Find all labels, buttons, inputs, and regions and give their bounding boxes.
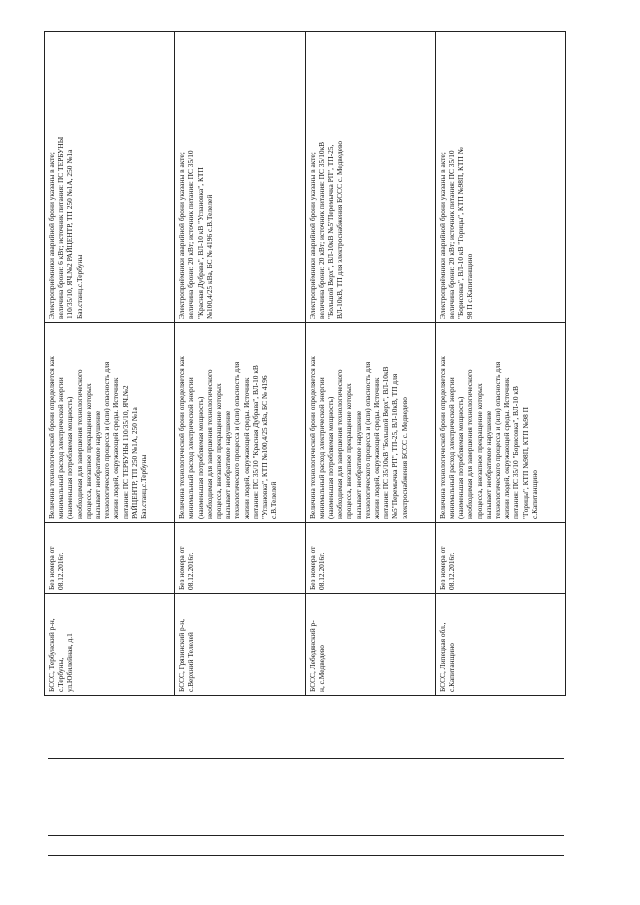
cell-description-line: минимальный расход электрической энергии <box>56 377 66 519</box>
cell-description-line: Баз.станц.с.Тербуны <box>139 454 149 519</box>
cell-description-line: жизни людей, окружающей среды. Источник <box>371 377 381 519</box>
cell-object <box>45 594 175 696</box>
cell-emergency-line: №100,4/25 кВа, БС № 4196 с.В.Телелей <box>204 194 214 319</box>
cell-emergency-line: величина брони: 6 кВт; источник питания: ПС ТЕРБУНЫ <box>56 136 66 319</box>
cell-description-line: минимальный расход электрической энергии <box>316 377 326 519</box>
cell-description-line: технологического процесса и (или) опасность для <box>232 361 242 519</box>
cell-document <box>305 523 435 594</box>
cell-emergency <box>175 32 305 323</box>
cell-object-line: БССС, Тербунский р-н, <box>47 618 56 692</box>
cell-description-line: процесса, внезапное прекращение которых <box>214 383 224 519</box>
cell-object-line: БССС, Липецкая обл., <box>437 622 447 692</box>
cell-description-line: процесса, внезапное прекращение которых <box>474 383 484 519</box>
cell-object-line: ул.Юбилейная, д.1 <box>65 633 75 692</box>
cell-emergency-line: 98 П с.Капитанщино <box>465 253 475 319</box>
cell-description-line: необходимая для завершения технологического <box>465 369 475 519</box>
cell-object <box>305 594 435 696</box>
rotated-page-content <box>44 60 566 696</box>
cell-emergency-line: Электроприёмники аварийной брони указаны в акте; <box>177 152 187 319</box>
cell-emergency-line: величина брони: 20 кВт; источник питания: ПС 35/10 <box>186 150 196 319</box>
cell-description-line: "Углановка", КТП №100,4/25 кВа, БС № 4196 <box>260 375 270 519</box>
cell-emergency-line: "Большой Верх", ВЛ-10кВ №5"Перемычка РП", ТП-25, <box>325 144 335 319</box>
cell-description-line: (наименьшая потребляемая мощность) <box>456 396 466 519</box>
cell-emergency-line: Электроприёмники аварийной брони указаны в акте; <box>307 152 317 319</box>
cell-description-line: процесса, внезапное прекращение которых <box>83 383 93 519</box>
cell-description-line: №5"Перемычка РП", ТП-25, ВЛ-10кВ, ТП для <box>390 373 400 519</box>
cell-document-line: 08.12.2016г. <box>316 552 326 590</box>
cell-description-line: необходимая для завершения технологического <box>204 369 214 519</box>
cell-emergency <box>305 32 435 323</box>
cell-emergency-line: величина брони: 20 кВт; источник питания: ПС 35/10кВ <box>316 141 326 319</box>
page-rule-3 <box>48 855 564 856</box>
cell-document-line: 08.12.2016г. <box>446 552 456 590</box>
cell-document <box>435 523 565 594</box>
cell-description <box>305 323 435 523</box>
cell-emergency-line: Электроприёмники аварийной брони указаны в акте; <box>437 152 447 319</box>
cell-emergency-line: ВЛ-10кВ, ТП для электроснабжения БССС с. Медведево <box>335 140 345 319</box>
cell-emergency-line: "Борисовка", ВЛ-10 кВ "Горицы", КТП №98П, КТП № <box>456 147 466 319</box>
page-rule-1 <box>48 758 564 759</box>
cell-description-line: вызывает необратимое нарушение <box>483 410 493 519</box>
cell-description-line: жизни людей, окружающей среды. Источник <box>241 377 251 519</box>
cell-emergency-line: Баз.станц.с.Тербуны <box>74 254 84 319</box>
cell-emergency-line: "Красная Дубрава", ВЛ-10 кВ "Углановка", КТП <box>195 167 205 319</box>
cell-description-line: питания: ПС 35/10кВ "Большой Верх", ВЛ-10кВ <box>381 366 391 519</box>
cell-description-line: с.Капитанщино <box>529 470 539 519</box>
cell-document-line: Без номера от <box>177 546 187 590</box>
cell-description-line: жизни людей, окружающей среды. Источник <box>502 377 512 519</box>
cell-document <box>175 523 305 594</box>
cell-document-line: Без номера от <box>307 546 317 590</box>
cell-description-line: с.В.Телелей <box>269 481 279 519</box>
cell-description <box>45 323 175 523</box>
cell-description-line: (наименьшая потребляемая мощность) <box>65 396 75 519</box>
cell-object-line: с.Капитанщино <box>446 643 456 692</box>
cell-description-line: (наименьшая потребляемая мощность) <box>325 396 335 519</box>
table-row <box>45 32 175 696</box>
cell-description-line: технологического процесса и (или) опасность для <box>102 361 112 519</box>
cell-description-line: жизни людей, окружающей среды. Источник <box>111 377 121 519</box>
cell-emergency-line: Электроприёмники аварийной брони указаны в акте; <box>47 152 56 319</box>
cell-description-line: Величина технологической брони определяется как <box>307 356 317 519</box>
cell-object-line: н, с.Медведево <box>316 645 326 692</box>
table-row <box>305 32 435 696</box>
cell-object <box>435 594 565 696</box>
cell-description-line: Величина технологической брони определяется как <box>437 356 447 519</box>
cell-document-line: 08.12.2016г. <box>56 552 66 590</box>
cell-document <box>45 523 175 594</box>
cell-description-line: Величина технологической брони определяется как <box>47 356 56 519</box>
cell-emergency-line: величина брони: 20 кВт; источник питания: ПС 35/10 <box>446 150 456 319</box>
cell-description-line: минимальный расход электрической энергии <box>186 377 196 519</box>
cell-document-line: Без номера от <box>437 546 447 590</box>
cell-emergency-line: 110/35/10, ЯЧ.№2 РАЙЦЕНТР, ТП 250 №1А, 250 №1а <box>65 149 75 319</box>
cell-description-line: питания: ПС 35/10 "Борисовка", ВЛ-10 кВ <box>511 386 521 519</box>
table-row <box>175 32 305 696</box>
cell-object-line: с.Верхний Телелей <box>186 632 196 692</box>
cell-description-line: питания: ПС 35/10 "Красная Дубрава", ВЛ-10 кВ <box>250 365 260 519</box>
reservation-table <box>44 31 566 696</box>
cell-description-line: технологического процесса и (или) опасность для <box>362 361 372 519</box>
cell-description-line: минимальный расход электрической энергии <box>446 377 456 519</box>
cell-object-line: БССС, Грязинский р-н, <box>177 619 187 692</box>
table-row <box>435 32 565 696</box>
cell-object <box>175 594 305 696</box>
cell-description-line: РАЙЦЕНТР, ТП 250 №1А, 250 №1а <box>129 407 139 519</box>
cell-description-line: "Горицы", КТП №98П, КТП №98 П <box>520 407 530 519</box>
table-body <box>45 32 566 696</box>
cell-emergency <box>435 32 565 323</box>
cell-description-line: питания: ПС ТЕРБУНЫ 110/35/10, ЯЧ.№2 <box>120 385 130 519</box>
rotated-table-frame <box>44 60 566 696</box>
cell-description-line: необходимая для завершения технологического <box>335 369 345 519</box>
cell-description-line: необходимая для завершения технологического <box>74 369 84 519</box>
cell-description <box>435 323 565 523</box>
cell-description-line: вызывает необратимое нарушение <box>353 410 363 519</box>
cell-emergency <box>45 32 175 323</box>
cell-document-line: 08.12.2016г. <box>186 552 196 590</box>
cell-object-line: БССС, Лебедянский р- <box>307 620 317 692</box>
page-rule-2 <box>48 835 564 836</box>
cell-document-line: Без номера от <box>47 546 56 590</box>
cell-description-line: Величина технологической брони определяется как <box>177 356 187 519</box>
cell-description-line: вызывает необратимое нарушение <box>93 410 103 519</box>
cell-object-line: с.Тербуны, <box>56 657 66 692</box>
cell-description-line: (наименьшая потребляемая мощность) <box>195 396 205 519</box>
cell-description <box>175 323 305 523</box>
cell-description-line: вызывает необратимое нарушение <box>223 410 233 519</box>
cell-description-line: процесса, внезапное прекращение которых <box>344 383 354 519</box>
cell-description-line: электроснабжения БССС с. Медведево <box>399 397 409 519</box>
cell-description-line: технологического процесса и (или) опасность для <box>492 361 502 519</box>
